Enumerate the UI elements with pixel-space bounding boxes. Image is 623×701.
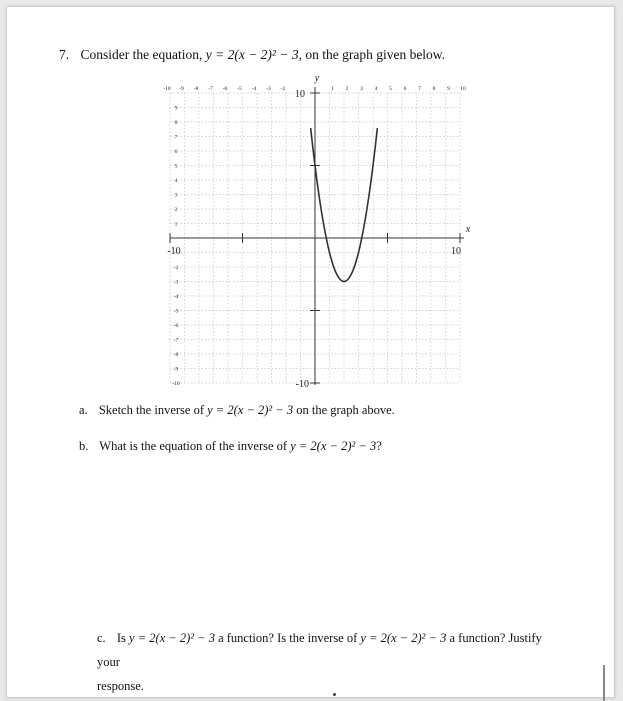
part-a-equation: y = 2(x − 2)² − 3 <box>207 403 294 417</box>
x-tick-label: 10 <box>460 86 466 92</box>
x-tick-label: -6 <box>222 86 228 92</box>
x-tick-label: 7 <box>418 86 421 92</box>
x-tick-label: 2 <box>345 86 349 92</box>
x-tick-label: -8 <box>193 86 199 92</box>
part-c-equation: y = 2(x − 2)² − 3 <box>128 631 215 645</box>
y-tick-label: -3 <box>173 279 179 286</box>
part-c-line2: response. <box>97 678 144 693</box>
x-tick-label: -4 <box>251 86 257 92</box>
part-a-text: Sketch the inverse of <box>98 403 204 417</box>
part-b <box>79 439 382 454</box>
y-tick-label: -2 <box>173 265 179 271</box>
y-tick-label: 5 <box>174 163 178 170</box>
x-tick-label: -2 <box>280 86 286 92</box>
page-dot <box>333 693 336 696</box>
y-tick-label: -4 <box>173 294 179 300</box>
x-tick-label: -9 <box>179 86 184 92</box>
part-c <box>97 627 557 698</box>
coordinate-graph <box>160 75 470 395</box>
part-c-text: Is <box>116 631 126 645</box>
y-axis-max-label: 10 <box>295 89 305 100</box>
question-number: 7. <box>59 47 70 62</box>
x-tick-label: -7 <box>208 86 213 92</box>
x-axis-min-label: -10 <box>167 246 181 257</box>
y-axis-min-label: -10 <box>295 379 309 390</box>
part-a <box>79 403 395 418</box>
y-tick-label: 2 <box>174 207 178 213</box>
part-b-equation: y = 2(x − 2)² − 3 <box>290 439 377 453</box>
y-tick-label: 3 <box>174 192 178 199</box>
part-a-letter: a. <box>79 403 88 417</box>
part-c-letter: c. <box>97 631 106 645</box>
part-c-post: a function? Justify your <box>97 631 542 669</box>
part-c-equation-2: y = 2(x − 2)² − 3 <box>360 631 447 645</box>
question-suffix: , on the graph given below. <box>298 47 446 62</box>
worksheet-page <box>6 6 615 698</box>
x-tick-label: -5 <box>237 86 242 92</box>
x-axis-name: x <box>465 224 470 235</box>
y-tick-label: 8 <box>174 120 178 126</box>
y-tick-label: -8 <box>173 352 179 358</box>
y-tick-label: 7 <box>174 134 178 141</box>
x-tick-label: 6 <box>403 86 407 92</box>
x-tick-label: 4 <box>374 86 378 92</box>
x-tick-label: 5 <box>389 86 392 92</box>
x-axis-max-label: 10 <box>451 246 461 257</box>
y-tick-label: 6 <box>174 149 178 155</box>
x-tick-label: 3 <box>360 86 363 92</box>
y-axis-name: y <box>314 75 320 84</box>
y-tick-label: -5 <box>173 308 179 315</box>
x-tick-label: 1 <box>331 86 334 92</box>
y-tick-label: -9 <box>173 366 179 373</box>
y-tick-label: 4 <box>174 178 178 184</box>
x-tick-label: 8 <box>432 86 436 92</box>
question-equation: y = 2(x − 2)² − 3 <box>205 47 299 62</box>
y-tick-label: -6 <box>173 323 179 329</box>
part-a-post: on the graph above. <box>296 403 395 417</box>
x-tick-label: -3 <box>266 86 271 92</box>
part-b-text: What is the equation of the inverse of <box>99 439 288 453</box>
y-tick-label: 1 <box>174 221 178 228</box>
y-tick-label: -7 <box>173 337 179 344</box>
scrollbar[interactable] <box>603 665 605 701</box>
part-b-letter: b. <box>79 439 89 453</box>
x-tick-label: 9 <box>447 86 450 92</box>
question-title <box>59 47 445 63</box>
part-c-mid: a function? Is the inverse of <box>218 631 358 645</box>
x-tick-label: -10 <box>163 86 171 92</box>
part-b-post: ? <box>376 439 382 453</box>
question-intro: Consider the equation, <box>80 47 203 62</box>
y-tick-label: -10 <box>172 381 180 387</box>
y-tick-label: 9 <box>174 105 178 112</box>
